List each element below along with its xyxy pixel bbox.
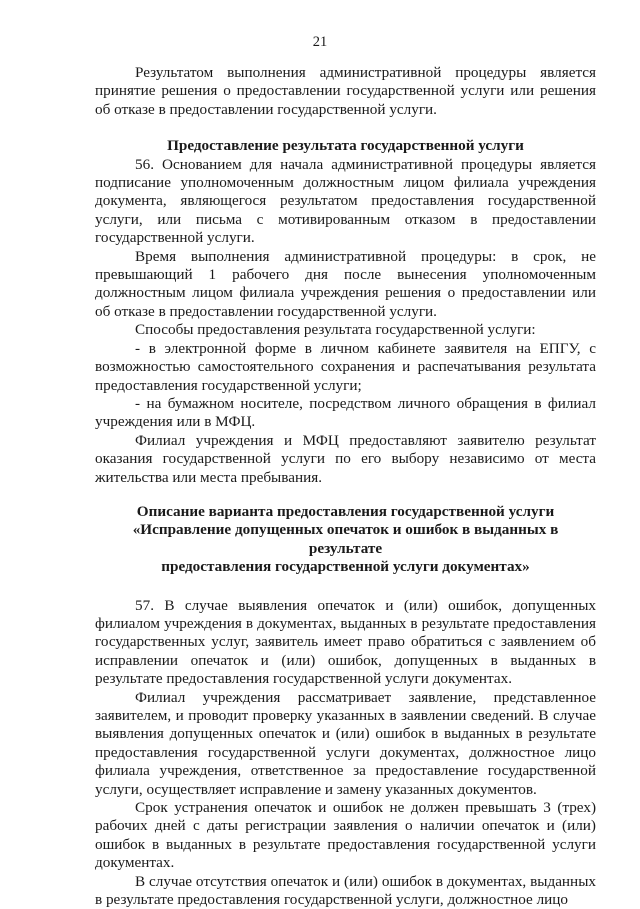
paragraph-methods: Способы предоставления результата государственной услуги: [135,321,536,339]
heading-line-2: «Исправление допущенных опечаток и ошибок в выданных в результате [132,521,559,557]
paragraph-absence: В случае отсутствия опечаток и (или) ошибок в документах, выданных в результате предоставления государственной услуги, должностное лицо [95,872,596,909]
paragraph-57: 57. В случае выявления опечаток и (или) ошибок, допущенных филиалом учреждения в документах, выданных в результате предоставления государственных услуг, заявитель имеет право обратиться с заявлением об исправлении опечаток и (или) ошибок, допущенных в выданных в результате предоставления государственной услуги документах. [95,596,596,688]
section-heading-result: Предоставление результата государственной услуги [167,137,524,155]
paragraph-method-paper: - на бумажном носителе, посредством личного обращения в филиал учреждения или в МФЦ. [95,394,596,431]
paragraph-branch: Филиал учреждения и МФЦ предоставляют заявителю результат оказания государственной услуги по его выбору независимо от места жительства или места пребывания. [95,431,596,486]
paragraph-56: 56. Основанием для начала административной процедуры является подписание уполномоченным должностным лицом филиала учреждения документа, являющегося результатом предоставления государственной услуги, или письма с мотивированным отказом в предоставлении государственной услуги. [95,155,596,247]
paragraph-deadline: Срок устранения опечаток и ошибок не должен превышать 3 (трех) рабочих дней с даты регистрации заявления о наличии опечаток и (или) ошибок в выданных в результате предоставления государственной услуги документах. [95,799,596,872]
paragraph-method-electronic: - в электронной форме в личном кабинете заявителя на ЕПГУ, с возможностью самостоятельного сохранения и распечатывания результата предоставления государственной услуги; [95,339,596,394]
document-body [95,64,596,909]
section-heading-variant [95,503,596,577]
heading-line-3: предоставления государственной услуги документах» [161,558,530,576]
paragraph-result: Результатом выполнения административной процедуры является принятие решения о предоставлении государственной услуги или решения об отказе в предоставлении государственной услуги. [95,64,596,118]
page-number: 21 [312,34,328,50]
heading-line-1: Описание варианта предоставления государственной услуги [136,502,555,520]
paragraph-time: Время выполнения административной процедуры: в срок, не превышающий 1 рабочего дня после вынесения уполномоченным должностным лицом филиала учреждения решения о предоставлении или об отказе в предоставлении государственной услуги. [95,247,596,320]
paragraph-review: Филиал учреждения рассматривает заявление, представленное заявителем, и проводит проверку указанных в заявлении сведений. В случае выявления допущенных опечаток и (или) ошибок в выданных в результате предоставления государственной услуги документах, должностное лицо филиала учреждения, ответственное за предоставление государственной услуги, осуществляет исправление и замену указанных документов. [95,688,596,798]
